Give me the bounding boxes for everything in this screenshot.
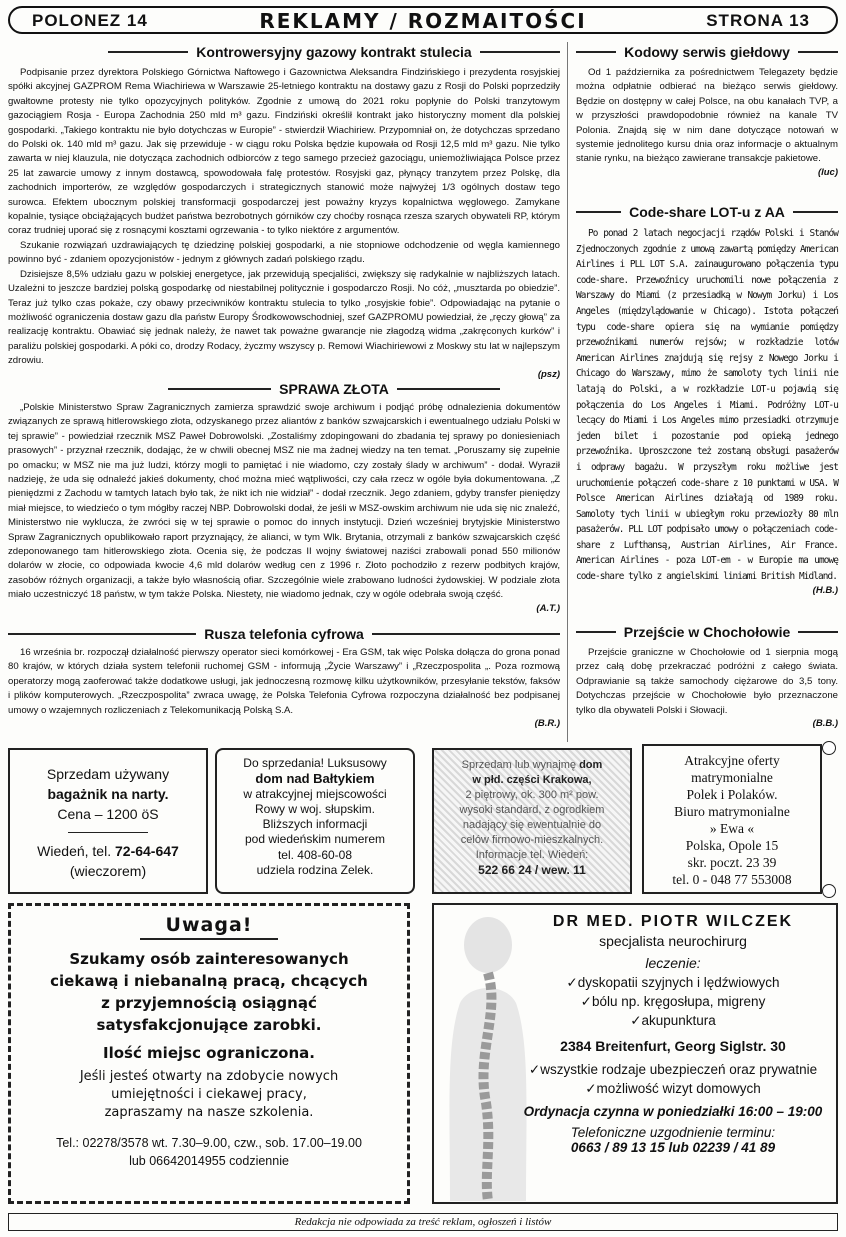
author-signature: (B.B.) (812, 718, 838, 730)
ad-job-offer: Uwaga! Szukamy osób zainteresowanych ciekawą i niebanalną pracą, chcących z przyjemnością osiągnąć satysfakcjonujące zarobki. Ilość miejsc ograniczona. Jeśli jesteś otwarty na zdobycie nowych umiejętności i ciekawej pracy, zapraszamy na nasze szkolenia. Tel.: 02278/3578 wt. 7.30–9.00, czw., sob. 17.00–19.00 lub 06642014955 codziennie (8, 903, 410, 1204)
ad-ski-rack: Sprzedam używany bagażnik na narty. Cena – 1200 öS Wiedeń, tel. 72-64-647 (wieczorem) (8, 748, 208, 894)
paragraph: Od 1 października za pośrednictwem Telegazety będzie można odpłatnie odbierać na bieżąco serwis giełdowy. Będzie on dostępny w całej Polsce, na obu kanałach TVP, a w przyszłości prawdopodobnie również na kanale TV Polonia. Znajdą się w nim dane dotyczące notowań w systemie jednolitego kursu dnia oraz informacje o aktualnym stanie rynku, na bieżąco zawierane transakcje pakietowe. (576, 67, 838, 165)
phone-number: 72-64-647 (115, 843, 179, 859)
author-signature: (H.B.) (812, 584, 838, 596)
paragraph: Podpisanie przez dyrektora Polskiego Górnictwa Naftowego i Gazownictwa Aleksandra Findzińskiego i prezydenta rosyjskiej spółki akcyjnej GAZPROM Rema Wiachiriewa w Warszawie 25-letniego kontraktu na dostawy gazu z Rosji do Polski poprzedziły gwałtowne protesty nie tylko opozycyjnych polityków. Zgodnie z umową do 2021 roku popłynie do Polski tranzytowym gazociągiem Rosja - Europa Zachodnia 250 mld m³ gazu. Findziński określił kontrakt jako historyczny moment dla polskiej gospodarki. „Takiego kontraktu nie było dotychczas w Europie” - stwierdził Wiachiriew. Przypomniał on, że dotychczas sprzedano do Polski ok. 140 mld m³ gazu. Jak się przewiduje - w ciągu roku Polska będzie kupowała od Rosji 12,5 mld m³ gazu. Nie tylko zawarta w niej klauzula, nie dotycząca zachodnich odbiorców z tego samego przecież gazociągu, uniemożliwiająca Polsce przez 25 lat zawarcie umowy z innym dostawcą, spowodowała falę protestów. Rosyjski gaz, płynący tranzytem przez Polskę, dla zachodnich importerów, ze względów gospodarczych i strategicznych stanowić może najwyżej 1/3 ogólnych dostaw tego surowca. Efektem ubocznym polskiej transformacji gospodarczej jest poważny kryzys kopalnictwa węglowego. Zamykane kopalnie, tysiące obciążających budżet państwa bezrobotnych górników czy choćby rosnąca rzesza szarych obywateli RP, którym coraz trudniej uporać się z rosnącymi kosztami ogrzewania - to tylko niektóre z argumentów. (8, 67, 560, 237)
author-signature: (luc) (817, 166, 838, 178)
article-heading: Rusza telefonia cyfrowa (8, 626, 560, 642)
article-gold (8, 381, 560, 614)
ad-matrimonial: Atrakcyjne oferty matrymonialne Polek i Polaków. Biuro matrymonialne » Ewa « Polska, Opole 15 skr. poczt. 23 39 tel. 0 - 048 77 553008 (642, 744, 822, 894)
article-code-share (576, 204, 838, 596)
ad-title: Uwaga! (140, 914, 279, 940)
paragraph: Dzisiejsze 8,5% udziału gazu w polskiej energetyce, jak przewidują specjaliści, zwiększy się radykalnie w najbliższych latach. Uzależni to jeszcze bardziej polską gospodarkę od niestabilnej politycznie i gospodarczo Rosji. No cóż, „musztarda po obiedzie”. Teraz już tylko czas pokaże, czy obawy przeciwników kontraktu stulecia to tylko „rosyjskie fobie”. Odpowiadając na pytanie o możliwość ograniczenia dostaw gazu dla państw Europy Środkowowschodniej, szef GAZPROMU powiedział, że „ręczy głową” za realizację kontraktu. Obawiać się jednak należy, że nawet tak poważne gwarancje nie złagodzą widma „zakręconych kurków” i paraliżu polskiej gospodarki. A póki co, drodzy Rodacy, życzmy wszyscy p. Remowi Wiachiriewowi z Moskwy stu lat w najlepszym zdrowiu. (8, 268, 560, 367)
page-number: STRONA 13 (706, 11, 810, 30)
ad-house-krakow: Sprzedam lub wynajmę dom w płd. części Krakowa, 2 piętrowy, ok. 300 m² pow. wysoki standard, z ogrodkiem nadający się ewentualnie do celów firmowo-mieszkalnych. Informacje tel. Wiedeń: 522 66 24 / wew. 11 (432, 748, 632, 894)
article-heading: Przejście w Chochołowie (576, 624, 838, 640)
address: 2384 Breitenfurt, Georg Siglstr. 30 (560, 1038, 786, 1054)
article-chocholow (576, 624, 838, 729)
article-digital-telephony (8, 626, 560, 729)
article-stock-service (576, 44, 838, 178)
ad-neurosurgeon: DR MED. PIOTR WILCZEK specjalista neurochirurg leczenie: ✓ dyskopatii szyjnych i lędźwiowych ✓ bólu np. kręgosłupa, migreny ✓ akupunktura 2384 Breitenfurt, Georg Siglstr. 30 ✓ wszystkie rodzaje ubezpieczeń oraz prywatnie ✓ możliwość wizyt domowych Ordynacja czynna w poniedziałki 16:00 – 19:00 Telefoniczne uzgodnienie terminu: 0663 / 89 13 15 lub 02239 / 41 89 (432, 903, 838, 1204)
article-heading: Kodowy serwis giełdowy (576, 44, 838, 60)
corner-circle (822, 741, 836, 755)
disclaimer-footer: Redakcja nie odpowiada za treść reklam, ogłoszeń i listów (8, 1213, 838, 1231)
paragraph: Przejście graniczne w Chochołowie od 1 sierpnia mogą przez całą dobę przekraczać podróżni z całego świata. Odprawianie są także samochody ciężarowe do 3,5 tony. Dotychczas przejście w Chochołowie było przeznaczone tylko dla obywateli Polski i Słowacji. (576, 647, 838, 716)
doctor-name: DR MED. PIOTR WILCZEK (552, 913, 794, 930)
article-gas-contract (8, 44, 560, 380)
author-signature: (B.R.) (534, 718, 560, 730)
corner-circle (822, 884, 836, 898)
article-heading: Code-share LOT-u z AA (576, 204, 838, 220)
ad-house-baltic: Do sprzedania! Luksusowy dom nad Bałtykiem w atrakcyjnej miejscowości Rowy w woj. słupskim. Bliższych informacji pod wiedeńskim numerem tel. 408-60-08 udziela rodzina Zelek. (215, 748, 415, 894)
paragraph: „Polskie Ministerstwo Spraw Zagranicznych zamierza sprawdzić swoje archiwum i podjąć próbę odnalezienia dokumentów związanych ze sprawą hitlerowskiego złota, odzyskanego przez aliantów z banków szwajcarskich i ewentualnego udziału Polski w tej sprawie” - powiedział rzecznik MSZ Paweł Dobrowolski. „Zostaliśmy zdopingowani do zbadania tej sprawy po doniesieniach prasowych” - przyznał rzecznik, dodając, że w chwili obecnej MSZ nie ma żadnej wiedzy na ten temat. „Poruszamy się zupełnie po omacku; w MSZ nie ma już ludzi, którzy mogli to pamiętać i nie wiadomo, czy zostały ślady w archiwum” - dodał. Wyraził nadzieję, że uda się odnaleźć jakieś dokumenty, choć można mieć wątpliwości, czy cała rzecz w ogóle była dokumentowana. „Z pieniędzmi z Zachodu w tamtych latach było tak, że nikt ich nie widział” - dodał rzecznik. Jego zdaniem, gdyby transfer pieniędzy miał miejsce, to wiedziećo o tym mógłby raczej NBP. Dobrowolski dodał, że jeśli w MSZ-owskim archiwum nie uda się nic znaleźć, Ministerstwo nie wyklucza, że zwróci się w tej sprawie o pomoc do innych instytucji. Dzień wcześniej brytyjskie Ministerstwo Spraw Zagranicznych opublikowało raport przyznający, że alianci, w tym Wlk. Brytania, otrzymali z banków szwajcarskich część zdeponowanego tam hitlerowskiego złota. Ocenia się, że podczas II wojny światowej naziści zrabowali ponad 550 milionów dolarów w złocie, co odpowiada kwocie 4,6 mld dolarów według cen z 1996 r. Złoto pochodziło z rezerw podbitych krajów, zasobów różnych organizacji, a także było własnością ofiar. Szczególnie wiele zrabowano ludności żydowskiej. W podziale złota miało uczestniczyć 18 państw, w tym także Polska. Niestety, nie wiadomo jednak, czy w ogóle odebrała swoją część. (8, 402, 560, 601)
author-signature: (A.T.) (536, 602, 560, 614)
treatment-item: ✓ akupunktura (514, 1011, 832, 1030)
paragraph: Szukanie rozwiązań uzdrawiających tę dziedzinę polskiej gospodarki, a nie stopniowe odchodzenie od węgla kamiennego powinno być - zdaniem opozycjonistów - jednym z głównych zadań polskiego rządu. (8, 239, 560, 266)
divider (68, 832, 148, 833)
publication-name: POLONEZ 14 (32, 11, 148, 30)
paragraph: 16 września br. rozpoczął działalność pierwszy operator sieci komórkowej - Era GSM, tak więc Polska dołącza do grona ponad 80 krajów, w których działa system telefonii ruchomej GSM - informują „Życie Warszawy” i „Rzeczpospolita „. Poza rozmową operatorzy mogą zaoferować także dodatkowe usługi, jak jednoczesną rozmowę kilku użytkowników, przesyłanie tekstów, faksów i plików komputerowych. „Rzeczpospolita” zwraca uwagę, że Polska Telefonia Cyfrowa rozpoczyna działalność bez podpisanej umowy o wzajemnych rozliczeniach z Telekomunikacją Polską S.A. (8, 647, 560, 716)
article-heading: SPRAWA ZŁOTA (168, 381, 500, 397)
treatment-item: ✓ dyskopatii szyjnych i lędźwiowych (514, 973, 832, 992)
article-heading: Kontrowersyjny gazowy kontrakt stulecia (108, 44, 560, 60)
column-divider (567, 42, 568, 742)
section-title: REKLAMY / ROZMAITOŚCI (259, 9, 587, 33)
paragraph: Po ponad 2 latach negocjacji rządów Polski i Stanów Zjednoczonych zgodnie z umową zawartą pomiędzy American Airlines i PLL LOT S.A. zainaugurowano połączenia typu code-share. Przewoźnicy uruchomili nowe połączenia z Warszawy do Miami (z przesiadką w Nowym Jorku) i Los Angeles (międzylądowanie w Chicago). Istota połączeń typu code-share opiera się na wymianie pomiędzy przewoźnikami numerów rejsów; w rozkładzie lotów American Airlines znajdują się rejsy z Nowego Jorku i Chicago do Warszawy, mimo że samoloty tych linii nie latają do Polski, a w rozkładzie LOT-u pojawią się połączenia do Los Angeles i Miami. Podróżny LOT-u lecący do Miami i Los Angeles mimo przesiadki otrzymuje jeden bilet i pozostanie pod opieką jednego przewoźnika. Uproszczone też zostaną obsługi pasażerów i odprawy bagażu. W przyszłym roku możliwe jest uruchomienie połączeń code-share z 10 punktami w USA. W Polsce American Airlines działają od 1989 roku. Samoloty tych linii w ubiegłym roku przewiozły 80 mln pasażerów. PLL LOT podpisało umowy o połączeniach code-share z Lufthansą, Austrian Airlines, Air France. American Airlines - poza LOT-em - w Europie ma umowę code-share tylko z angielskimi liniami British Midland. (576, 228, 838, 583)
office-hours: Ordynacja czynna w poniedziałki 16:00 – 19:00 (523, 1104, 823, 1119)
page-header (8, 6, 838, 34)
phone-numbers: 0663 / 89 13 15 lub 02239 / 41 89 (570, 1140, 776, 1155)
author-signature: (psz) (537, 368, 560, 380)
treatment-item: ✓ bólu np. kręgosłupa, migreny (514, 992, 832, 1011)
